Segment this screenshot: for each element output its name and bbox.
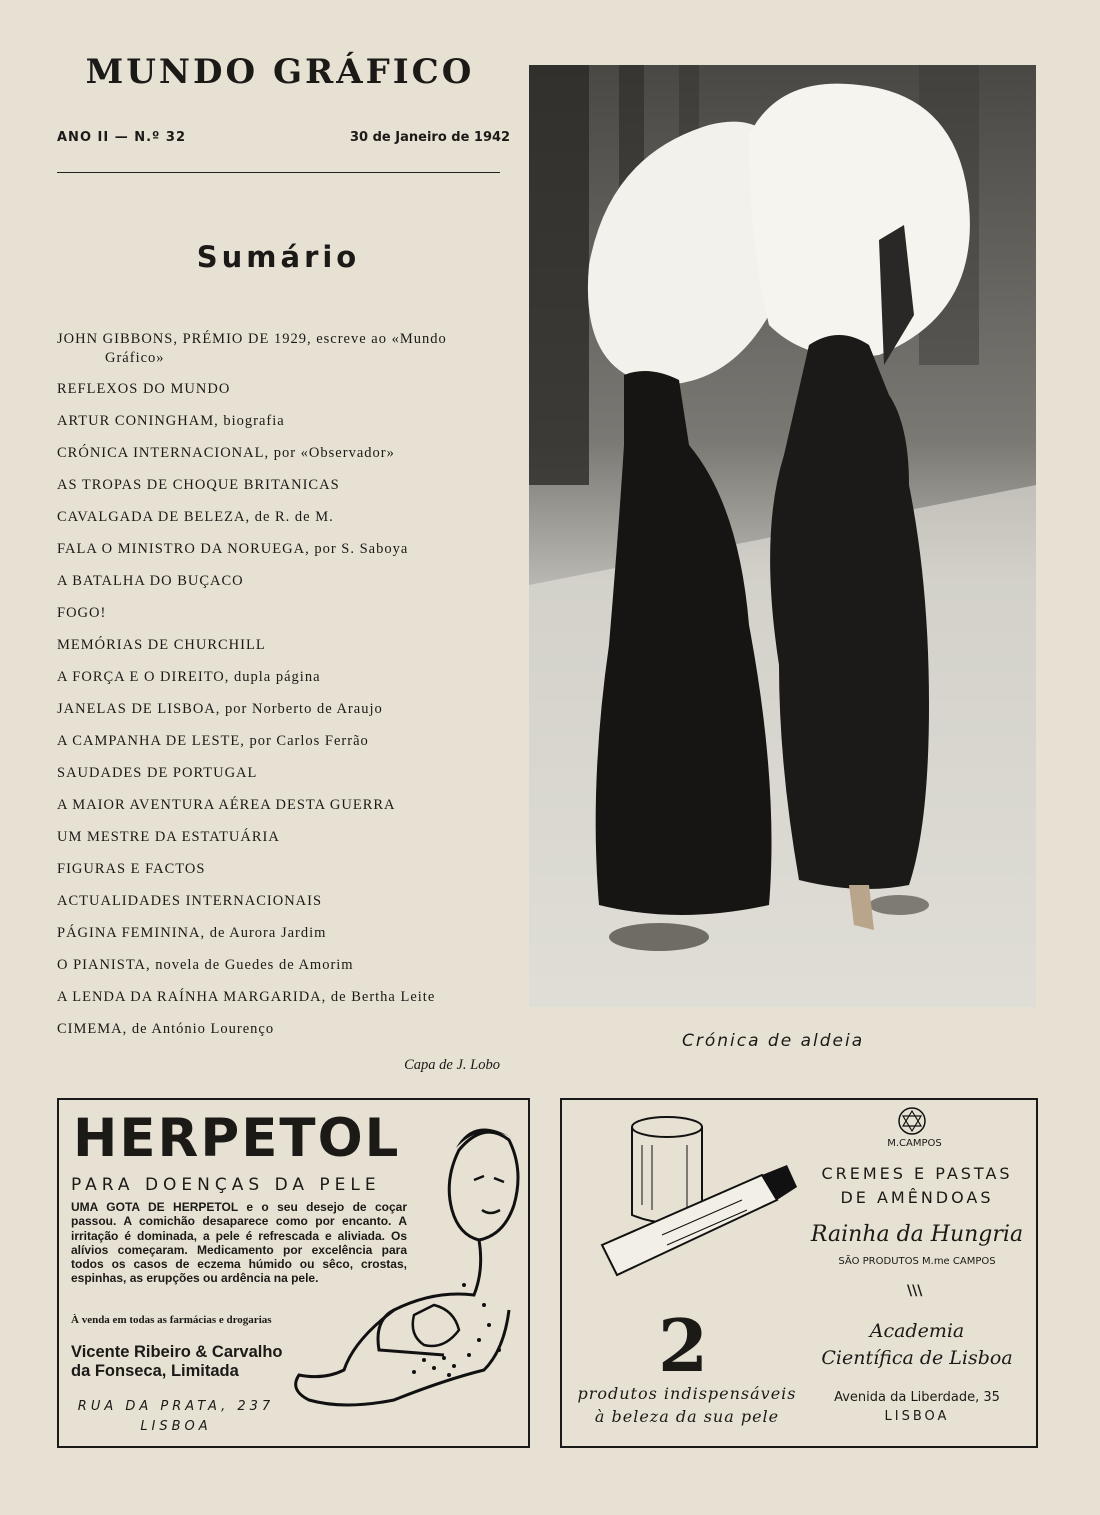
itching-man-illustration	[284, 1110, 524, 1445]
summary-item: ACTUALIDADES INTERNACIONAIS	[57, 893, 323, 909]
herpetol-street: RUA DA PRATA, 237	[77, 1399, 275, 1414]
herpetol-sale-note: À venda em todas as farmácias e drogarias	[71, 1314, 272, 1326]
summary-item: A CAMPANHA DE LESTE, por Carlos Ferrão	[57, 733, 369, 749]
cover-photo	[529, 65, 1036, 1007]
campos-ornament: \\\	[907, 1283, 923, 1299]
campos-city: LISBOA	[884, 1409, 950, 1424]
summary-item: FIGURAS E FACTOS	[57, 861, 206, 877]
summary-item: O PIANISTA, novela de Guedes de Amorim	[57, 957, 354, 973]
summary-item: AS TROPAS DE CHOQUE BRITANICAS	[57, 477, 340, 493]
summary-item: A BATALHA DO BUÇACO	[57, 573, 244, 589]
summary-item-text: Gráfico»	[105, 350, 165, 366]
header-divider	[57, 172, 500, 173]
herpetol-title: HERPETOL	[73, 1108, 401, 1169]
herpetol-company-line: Vicente Ribeiro & Carvalho	[71, 1343, 283, 1361]
campos-ad	[560, 1098, 1038, 1448]
campos-tagline-line: produtos indispensáveis	[577, 1384, 797, 1403]
campos-brand: M.CAMPOS	[887, 1138, 942, 1149]
summary-item: A MAIOR AVENTURA AÉREA DESTA GUERRA	[57, 797, 396, 813]
campos-academia-line: Científica de Lisboa	[821, 1347, 1013, 1369]
campos-headline-line: DE AMÊNDOAS	[840, 1188, 994, 1207]
summary-item: A LENDA DA RAÍNHA MARGARIDA, de Bertha Leite	[57, 989, 436, 1005]
campos-street: Avenida da Liberdade, 35	[834, 1390, 1000, 1405]
summary-item-text: JOHN GIBBONS, PRÉMIO DE 1929, escreve ao «Mundo	[57, 331, 447, 347]
herpetol-body: UMA GOTA DE HERPETOL e o seu desejo de coçar passou. A comichão desaparece como por encanto. A irritação é dominada, a pele é refrescada e aliviada. Os alívios começaram. Medicamento por excelência para todos os casos de eczema húmido ou sêco, crostas, espinhas, as erupções ou ardência na pele.	[71, 1200, 407, 1286]
summary-item: SAUDADES DE PORTUGAL	[57, 765, 258, 781]
photo-caption: Crónica de aldeia	[682, 1031, 865, 1051]
campos-product-name: Rainha da Hungria	[810, 1222, 1024, 1247]
herpetol-address	[71, 1397, 281, 1437]
campos-headline	[797, 1162, 1037, 1210]
summary-heading: Sumário	[196, 240, 361, 274]
campos-tagline-line: à beleza da sua pele	[594, 1407, 780, 1426]
summary-item: CRÓNICA INTERNACIONAL, por «Observador»	[57, 445, 395, 461]
herpetol-company-line: da Fonseca, Limitada	[71, 1362, 239, 1380]
summary-item: CAVALGADA DE BELEZA, de R. de M.	[57, 509, 334, 525]
summary-item: JANELAS DE LISBOA, por Norberto de Araujo	[57, 701, 383, 717]
campos-number: 2	[658, 1303, 709, 1388]
summary-item: PÁGINA FEMININA, de Aurora Jardim	[57, 925, 327, 941]
summary-item: CIMEMA, de António Lourenço	[57, 1021, 275, 1037]
campos-address	[797, 1388, 1037, 1426]
star-seal-icon	[897, 1106, 927, 1136]
summary-list	[57, 330, 477, 1052]
campos-tagline	[572, 1382, 802, 1428]
summary-item: A FORÇA E O DIREITO, dupla página	[57, 669, 321, 685]
herpetol-city: LISBOA	[140, 1419, 212, 1434]
herpetol-company	[71, 1343, 311, 1381]
campos-headline-line: CREMES E PASTAS	[821, 1164, 1013, 1183]
cover-credit: Capa de J. Lobo	[404, 1057, 500, 1073]
campos-producer: SÃO PRODUTOS M.me CAMPOS	[838, 1256, 996, 1267]
summary-item: UM MESTRE DA ESTATUÁRIA	[57, 829, 280, 845]
issue-date: 30 de Janeiro de 1942	[350, 130, 511, 145]
issue-number: ANO II — N.º 32	[57, 130, 187, 145]
summary-item: REFLEXOS DO MUNDO	[57, 381, 231, 397]
campos-academia	[797, 1318, 1037, 1372]
masthead-title: MUNDO GRÁFICO	[85, 52, 475, 92]
summary-item: FOGO!	[57, 605, 107, 621]
herpetol-subtitle: PARA DOENÇAS DA PELE	[71, 1175, 381, 1195]
herpetol-ad	[57, 1098, 530, 1448]
summary-item: MEMÓRIAS DE CHURCHILL	[57, 637, 266, 653]
summary-item	[57, 330, 477, 368]
summary-item: FALA O MINISTRO DA NORUEGA, por S. Saboya	[57, 541, 409, 557]
campos-academia-line: Academia	[869, 1320, 965, 1342]
summary-item: ARTUR CONINGHAM, biografia	[57, 413, 285, 429]
cream-tin-and-tube-illustration	[572, 1105, 812, 1295]
